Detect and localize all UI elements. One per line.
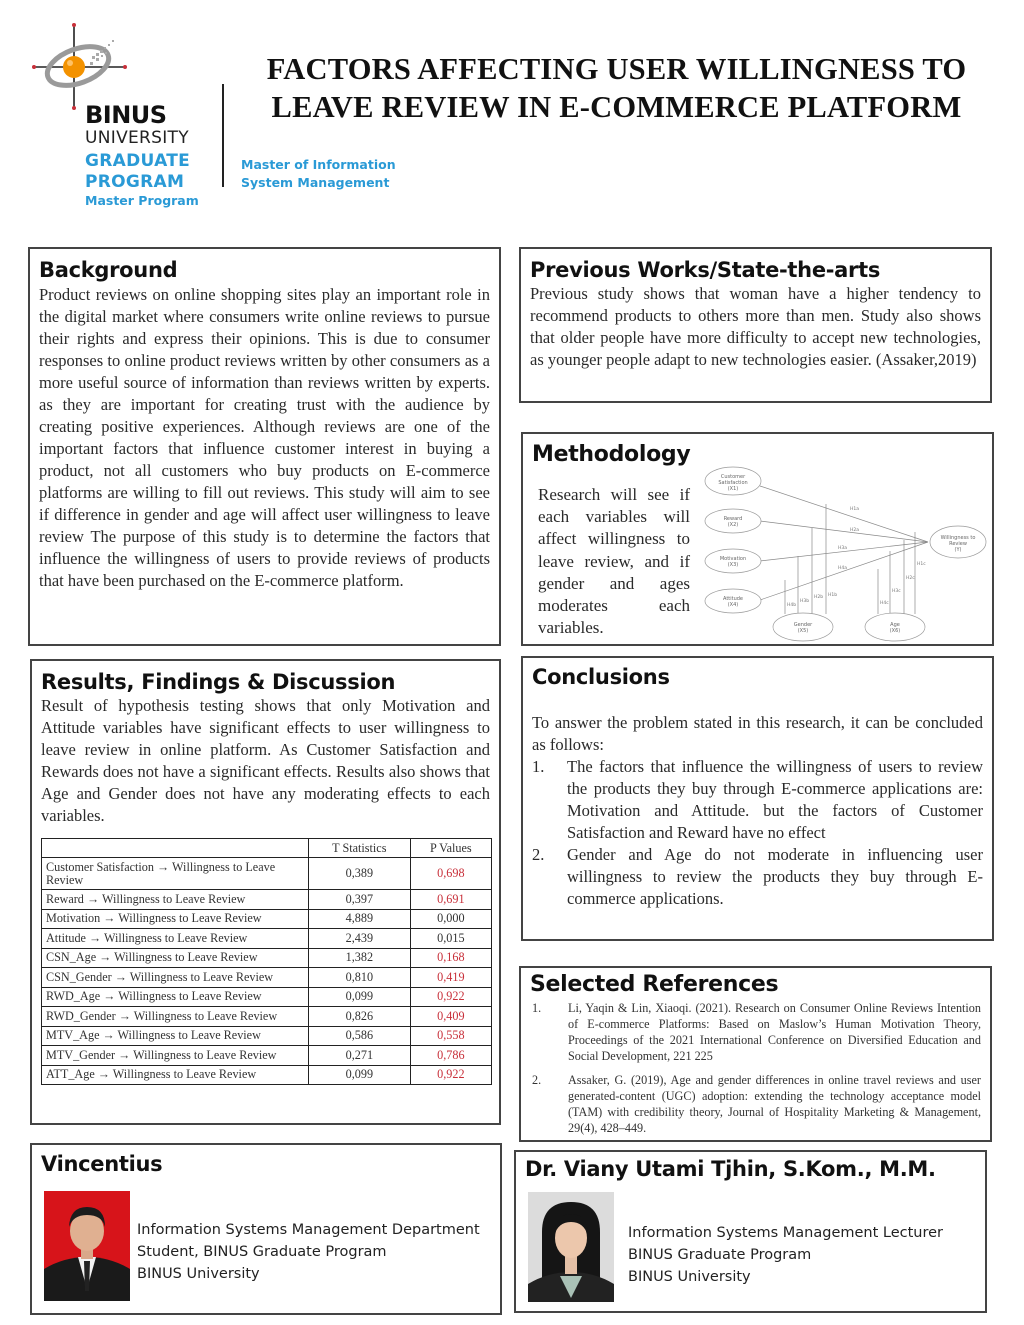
affiliation-line: BINUS Graduate Program	[628, 1247, 812, 1263]
author-name: Dr. Viany Utami Tjhin, S.Kom., M.M.	[525, 1157, 936, 1181]
t-statistic-cell: 4,889	[309, 909, 411, 929]
reference-number: 2.	[532, 1073, 542, 1087]
logo-binus-text: BINUS	[85, 101, 167, 129]
results-text: Result of hypothesis testing shows that only Motivation and Attitude variables have significant effects to user willingness to leave review in online platform. As Customer Satisfaction and Rewards does not have a significant effects. Results also shows that Age and Gender does not have any moderating effects to each variables.	[41, 696, 490, 825]
path-cell: RWD_Gender → Willingness to Leave Review	[42, 1007, 309, 1027]
path-cell: CSN_Age → Willingness to Leave Review	[42, 948, 309, 968]
t-statistic-cell: 0,099	[309, 987, 411, 1007]
edge-label: H1c	[917, 562, 926, 567]
p-value-cell: 0,691	[410, 890, 491, 910]
affiliation-line: Information Systems Management Department	[137, 1222, 480, 1238]
t-statistic-cell: 1,382	[309, 948, 411, 968]
author-affiliation	[137, 1219, 480, 1285]
p-value-cell: 0,698	[410, 858, 491, 890]
reference-text: Li, Yaqin & Lin, Xiaoqi. (2021). Research on Consumer Online Reviews Intention of E-commerce Platforms: Based on Maslow’s Human Motivation Theory, Proceedings of the 2021 International Conference on Diversified Education and Social Development, 221 225	[568, 1001, 981, 1063]
program-name	[241, 156, 396, 192]
header-divider	[222, 84, 224, 187]
p-value-cell: 0,168	[410, 948, 491, 968]
path-cell: CSN_Gender → Willingness to Leave Review	[42, 968, 309, 988]
table-row	[42, 968, 492, 988]
table-row	[42, 929, 492, 949]
column-header-t-statistics: T Statistics	[309, 839, 411, 858]
edge-x2-y	[760, 521, 928, 542]
table-row	[42, 1046, 492, 1066]
p-value-cell: 0,922	[410, 1065, 491, 1085]
node-label: (X6)	[889, 628, 901, 634]
p-value-cell: 0,558	[410, 1026, 491, 1046]
conclusion-number: 1.	[532, 757, 545, 776]
conclusions-panel	[521, 656, 994, 941]
node-label: Age	[890, 622, 900, 628]
methodology-heading: Methodology	[532, 442, 691, 467]
affiliation-line: Student, BINUS Graduate Program	[137, 1244, 387, 1260]
reference-item	[530, 1072, 981, 1136]
edge-label: H4a	[838, 566, 848, 571]
table-row	[42, 987, 492, 1007]
edge-label: H1b	[828, 593, 838, 598]
reference-text: Assaker, G. (2019), Age and gender differences in online travel reviews and user generated-content (UGC) adoption: extending the technology acceptance model (TAM) with credibility theory, Journal of Hospitality Marketing & Management, 29(4), 428–449.	[568, 1073, 981, 1135]
program-name-line1: Master of Information	[241, 157, 396, 172]
p-value-cell: 0,409	[410, 1007, 491, 1027]
p-value-cell: 0,922	[410, 987, 491, 1007]
t-statistic-cell: 0,099	[309, 1065, 411, 1085]
research-model-diagram	[698, 464, 988, 644]
node-label: Reward	[723, 516, 743, 522]
previous-works-heading: Previous Works/State-the-arts	[530, 258, 881, 282]
methodology-text: Research will see if each variables will affect willingness to leave review, and if gender and ages moderates each variables.	[538, 485, 690, 638]
background-text: Product reviews on online shopping sites play an important role in the digital market where consumers write online reviews to pursue their rights and express their opinions. This is due to consumer responses to online product reviews written by other consumers as a more useful source of information than reviews written by experts. as they are important for creating trust with the audience by creating positive experiences. Although reviews are one of the important factors that influence customer interest in buying a product, not all customers who buy products on E-commerce platforms are willing to fill out reviews. This study will aim to see if difference in gender and age will affect user willingness to leave review The purpose of this study is to determine the factors that influence the willingness of users to provide reviews of products that have been purchased on the E-commerce platform.	[39, 285, 490, 590]
references-heading: Selected References	[530, 972, 779, 997]
table-row	[42, 948, 492, 968]
node-label: (X2)	[727, 522, 739, 528]
edge-label: H2c	[906, 576, 915, 581]
logo-program-text: PROGRAM	[85, 172, 185, 192]
table-row	[42, 890, 492, 910]
node-label: Review	[949, 541, 967, 547]
t-statistic-cell: 0,810	[309, 968, 411, 988]
affiliation-line: Information Systems Management Lecturer	[628, 1225, 944, 1241]
edge-label: H3a	[838, 546, 848, 551]
conclusions-list	[532, 756, 983, 910]
logo-university-text: UNIVERSITY	[85, 128, 189, 148]
path-cell: MTV_Gender → Willingness to Leave Review	[42, 1046, 309, 1066]
path-cell: MTV_Age → Willingness to Leave Review	[42, 1026, 309, 1046]
path-cell: Customer Satisfaction → Willingness to Leave Review	[42, 858, 309, 890]
affiliation-line: BINUS University	[137, 1266, 260, 1282]
node-label: (Y)	[954, 547, 962, 553]
author-affiliation	[628, 1222, 943, 1288]
node-label: Satisfaction	[718, 480, 748, 486]
background-heading: Background	[39, 258, 178, 282]
conclusion-text: Gender and Age do not moderate in influencing user willingness to review the products they buy through E-commerce applications.	[567, 845, 983, 908]
t-statistic-cell: 0,586	[309, 1026, 411, 1046]
edge-label: H1a	[850, 507, 860, 512]
column-header-p-values: P Values	[410, 839, 491, 858]
poster-title-line1: FACTORS AFFECTING USER WILLINGNESS TO	[266, 52, 967, 86]
edge-label: H3c	[892, 589, 901, 594]
reference-number: 1.	[532, 1001, 542, 1015]
path-cell: ATT_Age → Willingness to Leave Review	[42, 1065, 309, 1085]
path-cell: Reward → Willingness to Leave Review	[42, 890, 309, 910]
node-label: (X4)	[727, 602, 739, 608]
author-student-panel	[30, 1143, 502, 1315]
t-statistic-cell: 2,439	[309, 929, 411, 949]
author-photo	[44, 1191, 130, 1301]
previous-works-panel	[519, 247, 992, 403]
t-statistic-cell: 0,271	[309, 1046, 411, 1066]
author-name: Vincentius	[41, 1152, 163, 1176]
node-label: Gender	[793, 622, 813, 628]
logo-graduate-text: GRADUATE	[85, 151, 191, 171]
binus-logo	[30, 20, 220, 208]
references-panel	[519, 966, 992, 1142]
previous-works-text: Previous study shows that woman have a higher tendency to recommend products to others more than men. Study also shows that older people have more difficulty to accept new technologies, as younger people adapt to new technologies easier. (Assaker,2019)	[530, 284, 981, 369]
t-statistic-cell: 0,826	[309, 1007, 411, 1027]
conclusion-number: 2.	[532, 845, 545, 864]
path-cell: Motivation → Willingness to Leave Review	[42, 909, 309, 929]
results-heading: Results, Findings & Discussion	[41, 670, 396, 694]
node-label: (X1)	[727, 486, 739, 492]
background-panel	[28, 247, 501, 646]
node-label: Willingness to	[940, 535, 976, 541]
poster-title-line2: LEAVE REVIEW IN E-COMMERCE PLATFORM	[271, 90, 962, 124]
table-row	[42, 1065, 492, 1085]
conclusions-heading: Conclusions	[532, 665, 670, 689]
path-cell: RWD_Age → Willingness to Leave Review	[42, 987, 309, 1007]
affiliation-line: BINUS University	[628, 1269, 751, 1285]
conclusion-text: The factors that influence the willingness of users to review the products they buy through E-commerce applications are: Motivation and Attitude. but the factors of Customer Satisfaction and Reward have no effect	[567, 757, 983, 842]
edge-label: H4b	[787, 603, 797, 608]
edge-x3-y	[760, 542, 928, 561]
results-panel	[30, 659, 501, 1125]
t-statistic-cell: 0,397	[309, 890, 411, 910]
poster-title	[244, 50, 989, 126]
table-row	[42, 1026, 492, 1046]
person-portrait-icon	[44, 1191, 130, 1301]
logo-master-program-text: Master Program	[85, 193, 199, 208]
node-label: (X5)	[797, 628, 809, 634]
table-header-row	[42, 839, 492, 858]
methodology-panel	[521, 432, 994, 646]
edge-label: H4c	[880, 601, 889, 606]
author-photo	[528, 1192, 614, 1302]
table-row	[42, 1007, 492, 1027]
node-label: Attitude	[722, 596, 744, 602]
reference-item	[530, 1000, 981, 1064]
program-name-line2: System Management	[241, 175, 390, 190]
p-value-cell: 0,419	[410, 968, 491, 988]
author-lecturer-panel	[514, 1150, 987, 1313]
conclusion-item	[532, 756, 983, 844]
conclusions-intro: To answer the problem stated in this research, it can be concluded as follows:	[532, 713, 983, 754]
node-label: Customer	[720, 474, 746, 480]
edge-label: H2a	[850, 528, 860, 533]
t-statistic-cell: 0,389	[309, 858, 411, 890]
conclusion-item	[532, 844, 983, 910]
node-label: (X3)	[727, 562, 739, 568]
hypothesis-results-table	[41, 838, 492, 1085]
person-portrait-icon	[528, 1192, 614, 1302]
column-header	[42, 839, 309, 858]
table-row	[42, 858, 492, 890]
edge-label: H3b	[800, 599, 810, 604]
edge-label: H2b	[814, 595, 824, 600]
p-value-cell: 0,000	[410, 909, 491, 929]
edge-x1-y	[760, 486, 928, 542]
p-value-cell: 0,015	[410, 929, 491, 949]
path-cell: Attitude → Willingness to Leave Review	[42, 929, 309, 949]
node-label: Motivation	[719, 556, 747, 562]
p-value-cell: 0,786	[410, 1046, 491, 1066]
table-row	[42, 909, 492, 929]
